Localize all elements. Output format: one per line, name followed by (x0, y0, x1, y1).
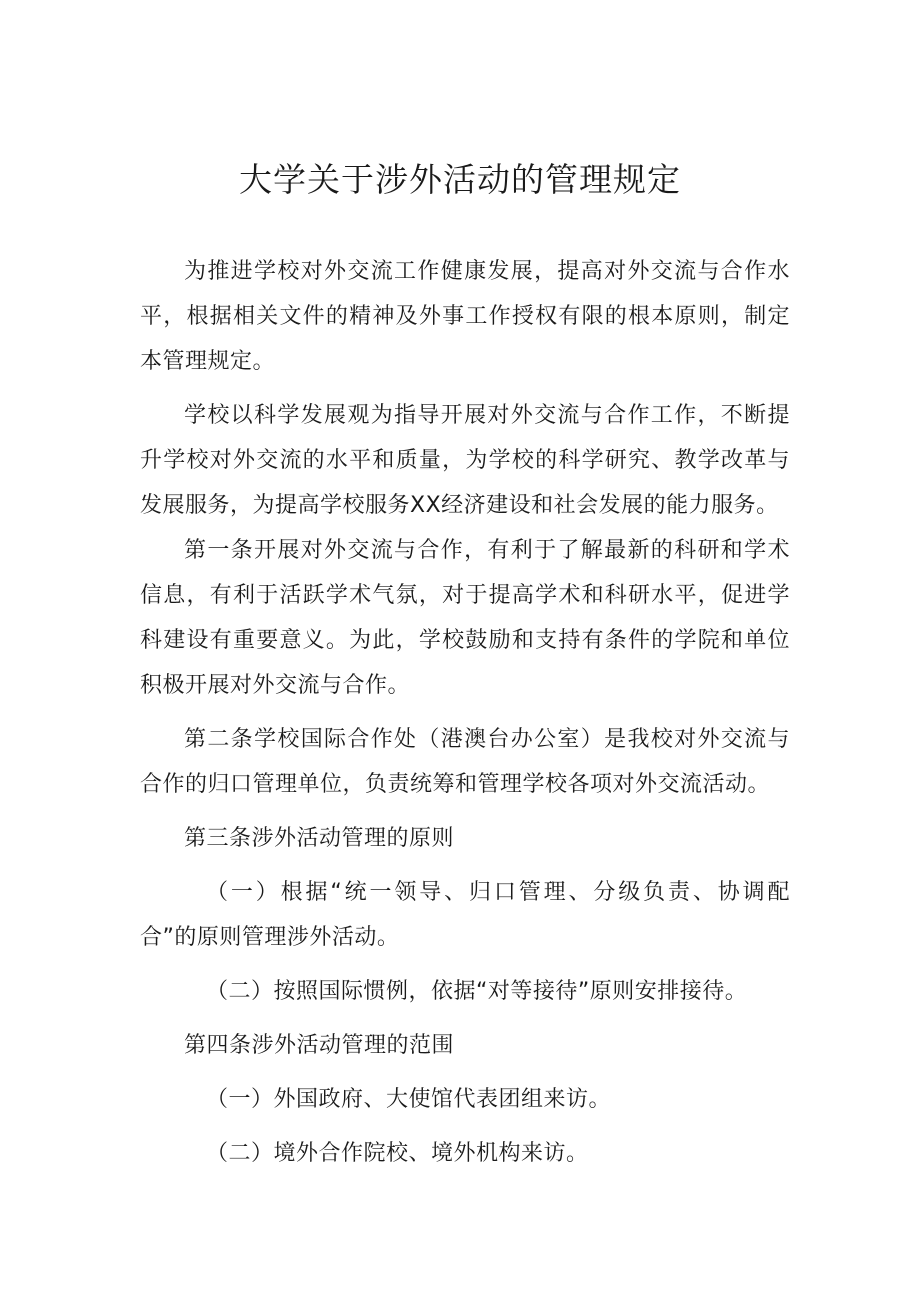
paragraph-article-4-item-1: （一）外国政府、大使馆代表团组来访。 (206, 1087, 612, 1112)
paragraph-intro: 为推进学校对外交流工作健康发展，提高对外交流与合作水平，根据相关文件的精神及外事工作授权有限的根本原则，制定本管理规定。 (140, 259, 790, 374)
paragraph-article-3-item-2: （二）按照国际惯例，依据“对等接待”原则安排接待。 (206, 979, 748, 1004)
paragraph-article-2: 第二条学校国际合作处（港澳台办公室）是我校对外交流与合作的归口管理单位，负责统筹和管理学校各项对外交流活动。 (140, 727, 790, 797)
document-title: 大学关于涉外活动的管理规定 (239, 160, 681, 199)
paragraph-article-3-heading: 第三条涉外活动管理的原则 (184, 826, 455, 851)
paragraph-article-4-item-2: （二）境外合作院校、境外机构来访。 (206, 1141, 589, 1166)
paragraph-article-1: 第一条开展对外交流与合作，有利于了解最新的科研和学术信息，有利于活跃学术气氛，对于提高学术和科研水平，促进学科建设有重要意义。为此，学校鼓励和支持有条件的学院和单位积极开展对外交流与合作。 (140, 538, 790, 698)
paragraph-article-4-heading: 第四条涉外活动管理的范围 (184, 1033, 455, 1058)
paragraph-guidance: 学校以科学发展观为指导开展对外交流与合作工作，不断提升学校对外交流的水平和质量，为学校的科学研究、教学改革与发展服务，为提高学校服务XX经济建设和社会发展的能力服务。 (140, 403, 790, 518)
document-body (140, 249, 790, 1176)
paragraph-article-3-item-1: （一）根据“统一领导、归口管理、分级负责、协调配合”的原则管理涉外活动。 (140, 880, 790, 950)
